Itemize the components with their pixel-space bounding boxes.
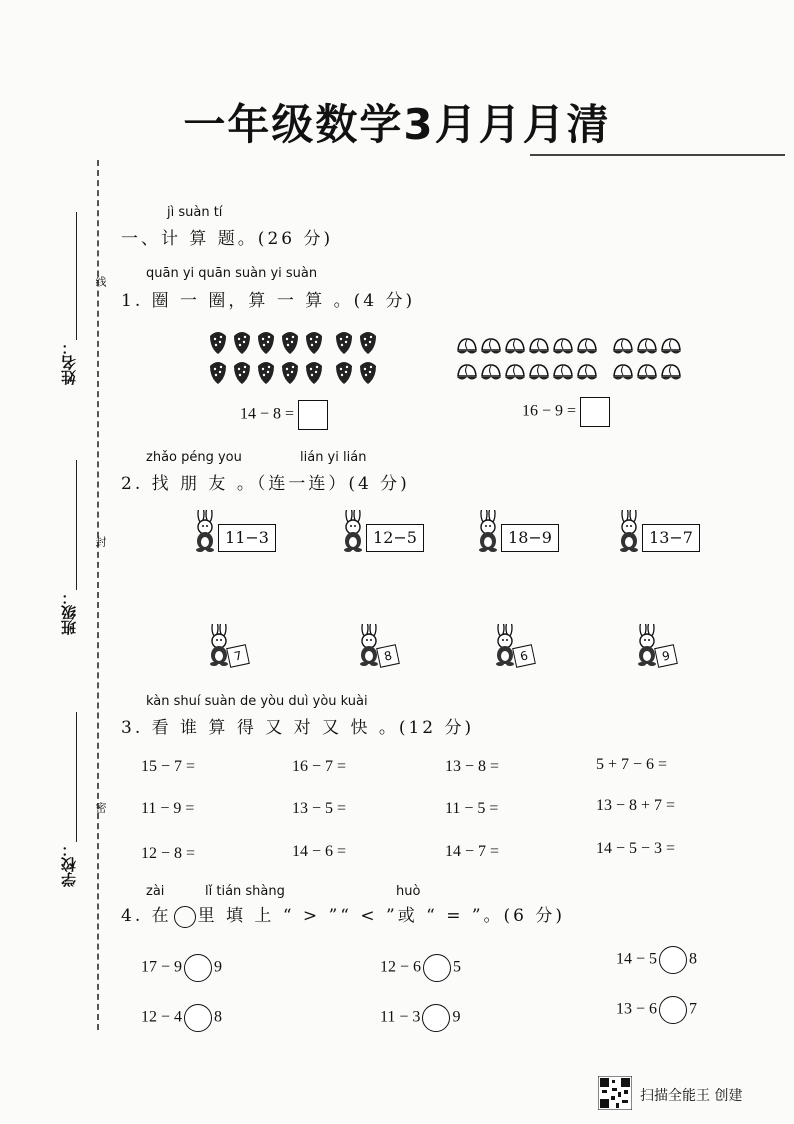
rabbit-sign-4 [616,510,693,558]
q4-heading [121,901,565,928]
q3-item: 14 − 5 − 3 = [596,840,676,857]
section1-pinyin: jì suàn tí [167,205,223,220]
title-underline [530,154,785,156]
q4-pinyin-b: lǐ tián shàng [205,884,285,899]
margin-mark-line: 线 [94,276,107,287]
compare-item [380,954,461,982]
q3-item: 12 − 8 = [141,845,196,862]
q3-item: 11 − 9 = [141,800,195,817]
sign-card[interactable]: 18−9 [501,524,559,552]
q4-pinyin-c: huò [396,884,421,899]
rabbit-icon [616,510,644,554]
number-card[interactable]: 6 [512,644,536,668]
school-label: 学校： [60,842,78,887]
q3-pinyin: kàn shuí suàn de yòu duì yòu kuài [146,694,368,709]
rabbit-card-3 [492,624,530,672]
q3-item: 14 − 6 = [292,843,347,860]
compare-circle[interactable] [422,1004,450,1032]
compare-circle[interactable] [184,1004,212,1032]
rabbit-icon [340,510,368,554]
rabbit-sign-3 [475,510,552,558]
compare-circle[interactable] [659,946,687,974]
compare-right: 9 [214,958,223,976]
answer-box[interactable] [298,400,328,430]
compare-right: 5 [453,958,462,976]
school-blank [76,712,77,842]
rabbit-icon [475,510,503,554]
sign-card[interactable]: 13−7 [642,524,700,552]
q1-eq-right-text: 16 − 9 = [522,402,577,420]
number-card[interactable]: 9 [654,644,678,668]
compare-right: 8 [214,1008,223,1026]
binding-line [97,160,99,1030]
compare-right: 8 [689,950,698,968]
number-card[interactable]: 7 [226,644,250,668]
compare-left: 17 − 9 [141,958,183,976]
q1-heading: 1. 圈 一 圈，算 一 算 。(4 分) [121,291,416,311]
q1-pinyin: quān yi quān suàn yi suàn [146,266,318,281]
strawberry-icon [210,332,376,384]
number-card[interactable]: 8 [376,644,400,668]
q2-pinyin-b: lián yi lián [300,450,367,465]
rabbit-card-4 [634,624,672,672]
q3-item: 15 − 7 = [141,758,196,775]
compare-left: 12 − 4 [141,1008,183,1026]
q3-item: 16 − 7 = [292,758,347,775]
qr-code-icon [598,1076,632,1110]
margin-mark-seal: 封 [94,536,107,547]
q3-item: 13 − 8 = [445,758,500,775]
sign-card[interactable]: 11−3 [218,524,276,552]
compare-circle[interactable] [659,996,687,1024]
q3-heading: 3. 看 谁 算 得 又 对 又 快 。(12 分) [121,718,475,738]
q3-item: 13 − 8 + 7 = [596,797,676,814]
q1-eq-left-text: 14 − 8 = [240,405,295,423]
name-blank [76,212,77,340]
compare-item [616,946,697,974]
rabbit-icon [192,510,220,554]
q1-equation-right [522,397,610,427]
q3-item: 5 + 7 − 6 = [596,756,668,773]
compare-item [141,954,222,982]
compare-left: 14 − 5 [616,950,658,968]
class-label: 班级： [60,590,78,635]
compare-left: 11 − 3 [380,1008,421,1026]
q3-item: 11 − 5 = [445,800,499,817]
scanner-watermark: 扫描全能王 创建 [640,1088,743,1104]
class-blank [76,460,77,590]
q3-item: 13 − 5 = [292,800,347,817]
circle-icon [174,906,196,928]
q1-equation-left [240,400,328,430]
strawberry-group [206,328,386,388]
rabbit-sign-1 [192,510,269,558]
q4-heading-a: 4. 在 [121,906,172,926]
page-title: 一年级数学3月月月清 [183,100,611,149]
peach-group [456,336,696,388]
margin-mark-secret: 密 [94,802,107,813]
q2-pinyin-a: zhǎo péng you [146,450,242,465]
q4-heading-b: 里 填 上 “ > ”“ < ”或 “ = ”。(6 分) [197,906,566,926]
rabbit-card-1 [206,624,244,672]
name-label: 姓名： [60,340,78,385]
compare-right: 7 [689,1000,698,1018]
compare-circle[interactable] [423,954,451,982]
q4-pinyin-a: zài [146,884,165,899]
compare-left: 12 − 6 [380,958,422,976]
answer-box[interactable] [580,397,610,427]
q2-heading: 2. 找 朋 友 。（连一连）(4 分) [121,474,410,494]
sign-card[interactable]: 12−5 [366,524,424,552]
compare-item [141,1004,222,1032]
compare-item [380,1004,460,1032]
compare-item [616,996,697,1024]
rabbit-card-2 [356,624,394,672]
compare-right: 9 [452,1008,461,1026]
compare-circle[interactable] [184,954,212,982]
compare-left: 13 − 6 [616,1000,658,1018]
q3-item: 14 − 7 = [445,843,500,860]
section1-heading: 一、计 算 题。(26 分) [121,229,334,249]
peach-icon [457,339,681,380]
rabbit-sign-2 [340,510,417,558]
